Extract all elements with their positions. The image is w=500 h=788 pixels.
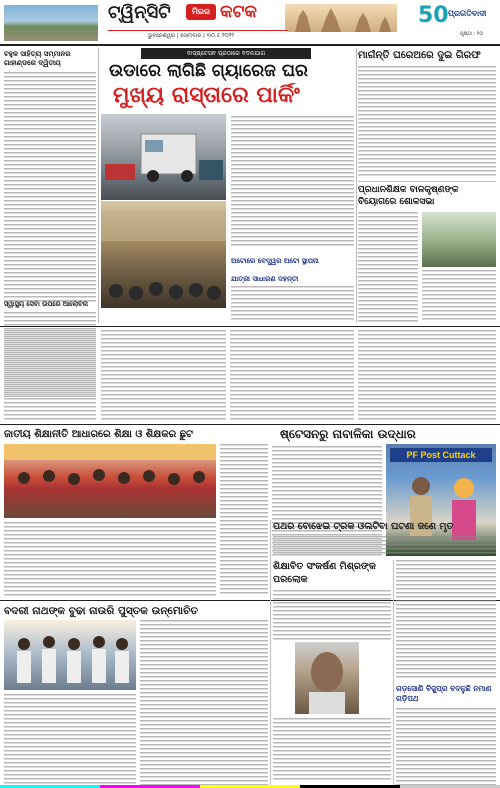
- book-launch-photo: [4, 620, 136, 690]
- divider: [356, 48, 357, 323]
- masthead-badge: [186, 4, 216, 20]
- story-bottom-right-2: [396, 684, 496, 785]
- story-top-left-headline: ବହୁଳ ସାହିତ୍ୟ ସମ୍ମାନର ଗାହାଣ୍ଡରେ ଦ୍ୱିତୀୟ: [4, 50, 71, 67]
- masthead-temple-strip: [285, 4, 397, 32]
- story-mid-left-headline: ସ୍ୱାସ୍ଥ୍ୟ ସେବା ଉପରେ ଆଲୋଚନା: [4, 300, 88, 308]
- event-photo: [4, 444, 216, 518]
- story-bottom-right: [273, 520, 496, 558]
- story-bottom-left-headline: ବଦରୀ ନାଥଙ୍କ ବୁଢା ନାଉରି ପୁସ୍ତକ ଉନ୍ମୋଚିତ: [4, 605, 199, 617]
- story-top-right: [358, 50, 496, 180]
- divider: [358, 181, 496, 182]
- story-bottom-right-body: [396, 560, 496, 680]
- masthead-badge-label: ମିରର: [191, 7, 211, 16]
- divider: [98, 48, 99, 323]
- event-body: [4, 522, 216, 596]
- lead-headline-2: ମୁଖ୍ୟ ରାସ୍ତାରେ ପାର୍କିଂ: [113, 83, 300, 108]
- lead-kicker: [141, 48, 311, 59]
- story-top-left-body: [4, 72, 96, 302]
- masthead-city: କଟକ: [220, 2, 257, 22]
- page-number: ପୃଷ୍ଠା : ୧୦: [460, 31, 483, 37]
- section-rule: [0, 326, 500, 327]
- story-bottom-right-2-body: [396, 708, 496, 785]
- story-top-right-body: [358, 66, 496, 176]
- lead-kicker-text: ବାସ୍‌ଷ୍ଟେସନ ପ୍ରଠାରେ ବଦଳଯାଗ: [186, 50, 266, 57]
- masthead: [0, 0, 500, 46]
- masthead-title: ଟ୍ୱିନ୍‌ସିଟି: [108, 2, 171, 23]
- story-bottom-mid-body: [273, 590, 391, 640]
- vehicles-illustration: [101, 114, 226, 200]
- story-bottom-right-2-headline: ଗଡ଼ସୋଣି ବିଜୁପ୍ର ବଦଳୁଛି ନମାଣ ଗଡ଼ିପଥ: [396, 684, 492, 703]
- portrait-photo: [295, 642, 359, 714]
- story-bottom-right-lead: [273, 536, 496, 556]
- band-body-left: [4, 330, 96, 420]
- masthead-rule: [0, 44, 500, 46]
- logo-number: 50: [418, 3, 449, 28]
- masthead-dateline: [108, 30, 288, 42]
- band-body-4: [358, 330, 496, 420]
- lead-story: [101, 48, 354, 323]
- story-mid-right-body-2: [422, 270, 496, 322]
- story-mid-right-body: [358, 212, 418, 322]
- dignitaries-illustration: [4, 620, 136, 690]
- portrait-illustration: [295, 642, 359, 714]
- story-rescue: [272, 426, 496, 442]
- story-bottom-mid: [273, 560, 391, 785]
- story-bottom-right-headline: ପଥର ବୋଝେଇ ଟ୍ରକ ଓଲଟିବା ଘଟଣା ଜଣେ ମୃତ: [273, 521, 454, 532]
- lead-body-right: [231, 116, 354, 246]
- band-body-2: [101, 330, 226, 420]
- story-bottom-left-body-2: [4, 694, 136, 785]
- lead-point-1: [231, 248, 354, 264]
- story-top-right-headline: ମାର୍ଗନ୍ତି ଘରେଅରେ ଦୁଇ ଗିରଫ: [358, 50, 481, 61]
- section-rule: [0, 424, 500, 425]
- story-mid-right-headline: ପ୍ରଧାନଶିକ୍ଷକ ବାଳକୃଷ୍ଣଙ୍କ ବିୟୋଗରେ ଶୋକସଭା: [358, 185, 459, 207]
- lead-photo-1: [101, 114, 226, 200]
- story-bottom-mid-headline: ଶିକ୍ଷାବିତ ସଂକର୍ଷଣ ମିଶ୍ରଙ୍କ ପରଲୋକ: [273, 561, 376, 585]
- story-bottom-mid-body-2: [273, 718, 391, 782]
- dateline-text: ଭୁବନେଶ୍ୱର | ସୋମବାର | ୩୦.୫.୨୦୨୨: [148, 33, 235, 39]
- story-top-left: [4, 48, 96, 306]
- lead-point-1-text: ଅଟୋରେ ବେଦ୍ଧ୍ୱର ଅଟୋ ସ୍ଥାପନା: [231, 257, 319, 265]
- lead-point-2: [231, 266, 354, 282]
- story-mid-right-photo: [422, 212, 496, 267]
- story-mid-right: [358, 184, 496, 324]
- event-body-right: [220, 444, 268, 596]
- banner-left-headline: ଜାତୀୟ ଶିକ୍ଷାନୀତି ଆଧାରରେ ଶିକ୍ଷା ଓ ଶିକ୍ଷକର ଛୁଟ: [4, 429, 193, 440]
- signboard: [390, 448, 492, 462]
- signboard-text: PF Post Cuttack: [406, 450, 476, 460]
- masthead-photo-left: [4, 5, 98, 41]
- divider: [270, 520, 271, 785]
- lead-point-2-text: ଯାତ୍ରୀ ସାଧାରଣ ଦହନ୍ତୀ: [231, 275, 299, 283]
- lead-headline-1: ଉଡାରେ ଲାଗିଛି ଗ୍ୟାରେଜ ଘର: [109, 61, 308, 81]
- temple-silhouette-icon: [285, 4, 397, 32]
- parked-bikes-illustration: [101, 201, 226, 308]
- story-bottom-left-body: [140, 620, 268, 785]
- audience-illustration: [4, 444, 216, 518]
- logo-brand: ପ୍ରଗତିବାଦୀ: [448, 9, 487, 18]
- divider: [393, 560, 394, 785]
- band-body-3: [230, 330, 354, 420]
- lead-body-bottom: [231, 286, 354, 322]
- lead-photo-2: [101, 201, 226, 308]
- brand-logo: [418, 3, 496, 41]
- story-rescue-headline: ଷ୍ଟେସନରୁ ନାବାଳିକା ଉଦ୍ଧାର: [280, 427, 416, 441]
